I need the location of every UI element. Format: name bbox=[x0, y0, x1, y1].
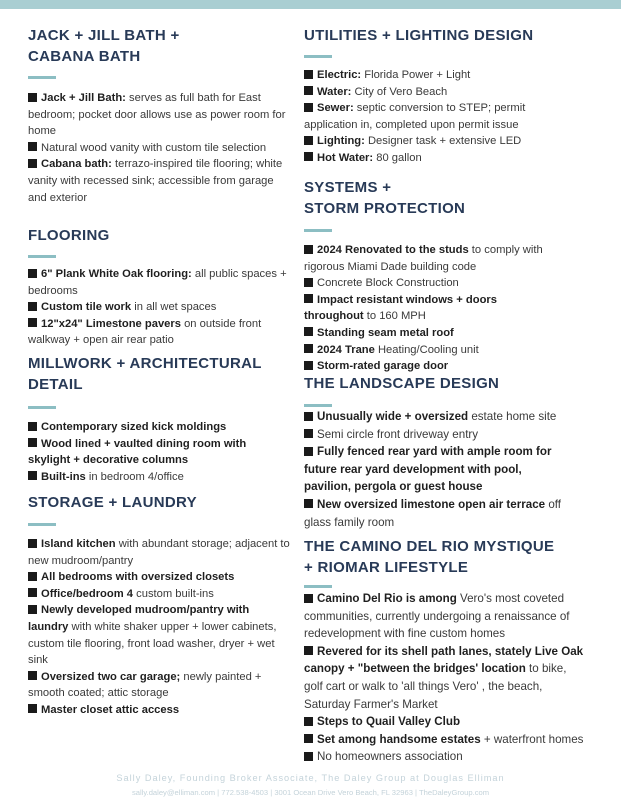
list-item bbox=[28, 436, 290, 469]
square-bullet-icon bbox=[28, 471, 37, 480]
item-text: Florida Power + Light bbox=[361, 69, 471, 81]
item-text: on outside front walkway + open air rear patio bbox=[28, 317, 262, 347]
section-heading-millwork: MILLWORK + ARCHITECTURAL DETAIL bbox=[28, 355, 262, 393]
list-item bbox=[28, 536, 290, 569]
list-item bbox=[28, 299, 290, 316]
square-bullet-icon bbox=[304, 294, 313, 303]
list-storage bbox=[28, 536, 290, 719]
item-bold-text: Set among handsome estates bbox=[317, 732, 481, 746]
item-text: in all wet spaces bbox=[131, 301, 217, 314]
item-text: to comply with rigorous Miami Dade building code bbox=[304, 244, 543, 273]
item-bold-text: Custom tile work bbox=[41, 301, 132, 314]
heading-underline bbox=[28, 76, 56, 79]
list-item bbox=[28, 669, 290, 702]
list-item bbox=[304, 275, 554, 292]
square-bullet-icon bbox=[28, 159, 37, 168]
item-text: off glass family room bbox=[304, 497, 562, 529]
section-heading-flooring: FLOORING bbox=[28, 227, 110, 244]
list-item bbox=[304, 292, 554, 325]
square-bullet-icon bbox=[28, 671, 37, 680]
item-text: terrazo-inspired tile flooring; white vanity with recessed sink; accessible from garage and exterior bbox=[28, 158, 283, 204]
square-bullet-icon bbox=[28, 539, 37, 548]
square-bullet-icon bbox=[304, 734, 313, 743]
list-flooring bbox=[28, 266, 290, 349]
item-text: estate home site bbox=[468, 410, 557, 423]
square-bullet-icon bbox=[28, 605, 37, 614]
list-item bbox=[304, 342, 554, 359]
list-item bbox=[28, 90, 290, 140]
item-text: Vero's most coveted communities, currently undergoing a renaissance of redevelopment with fine custom homes bbox=[304, 592, 570, 641]
square-bullet-icon bbox=[28, 302, 37, 311]
item-bold-text: Revered for its shell path lanes, stately Live Oak canopy + "between the bridges' location bbox=[304, 644, 584, 676]
section-heading-landscape: THE LANDSCAPE DESIGN bbox=[304, 375, 500, 392]
item-bold-text: Oversized two car garage; bbox=[41, 670, 181, 683]
heading-underline bbox=[28, 255, 56, 258]
item-text: 80 gallon bbox=[373, 151, 422, 164]
heading-underline bbox=[28, 406, 56, 409]
heading-underline bbox=[304, 55, 332, 58]
list-systems bbox=[304, 242, 554, 375]
list-millwork bbox=[28, 419, 290, 485]
list-item bbox=[304, 67, 554, 84]
list-item bbox=[304, 731, 586, 749]
list-item bbox=[304, 590, 586, 643]
square-bullet-icon bbox=[304, 361, 313, 370]
item-bold-text: 2024 Renovated to the studs bbox=[317, 244, 469, 256]
item-bold-text: New oversized limestone open air terrace bbox=[317, 497, 546, 511]
item-bold-text: Camino Del Rio is among bbox=[317, 592, 457, 605]
section-heading-utilities: UTILITIES + LIGHTING DESIGN bbox=[304, 27, 534, 44]
square-bullet-icon bbox=[304, 344, 313, 353]
square-bullet-icon bbox=[304, 429, 313, 438]
item-bold-text: Wood lined + vaulted dining room with skylight + decorative columns bbox=[28, 437, 247, 467]
square-bullet-icon bbox=[304, 136, 313, 145]
list-item bbox=[304, 408, 566, 426]
item-text: serves as full bath for East bedroom; pocket door allows use as power room for home bbox=[28, 92, 286, 138]
item-bold-text: Sewer: bbox=[317, 102, 354, 115]
top-accent-bar bbox=[0, 0, 621, 9]
section-heading-storage: STORAGE + LAUNDRY bbox=[28, 494, 197, 511]
item-text: + waterfront homes bbox=[480, 732, 584, 746]
item-bold-text: Impact resistant windows + doors throughout bbox=[304, 293, 497, 323]
list-utilities bbox=[304, 67, 554, 167]
section-heading-systems: SYSTEMS + STORM PROTECTION bbox=[304, 179, 466, 217]
list-item bbox=[304, 426, 566, 444]
list-item bbox=[304, 443, 566, 496]
item-text: Designer task + extensive LED bbox=[364, 135, 522, 148]
item-text: newly painted + smooth coated; attic storage bbox=[28, 670, 262, 700]
heading-underline bbox=[28, 523, 56, 526]
item-text: No homeowners association bbox=[317, 750, 463, 764]
square-bullet-icon bbox=[304, 717, 313, 726]
square-bullet-icon bbox=[304, 103, 313, 112]
item-bold-text: Office/bedroom 4 bbox=[41, 587, 134, 600]
list-item bbox=[28, 602, 290, 668]
heading-underline bbox=[304, 229, 332, 232]
heading-underline bbox=[304, 404, 332, 407]
list-item bbox=[28, 569, 290, 586]
square-bullet-icon bbox=[28, 93, 37, 102]
list-item bbox=[304, 133, 554, 150]
item-bold-text: Jack + Jill Bath: bbox=[41, 92, 126, 104]
item-bold-text: Standing seam metal roof bbox=[317, 326, 454, 339]
item-bold-text: Built-ins bbox=[41, 470, 86, 483]
item-text: with abundant storage; adjacent to new mudroom/pantry bbox=[28, 538, 290, 567]
square-bullet-icon bbox=[304, 594, 313, 603]
list-item bbox=[304, 84, 554, 101]
list-item bbox=[304, 150, 554, 167]
item-bold-text: 2024 Trane bbox=[317, 343, 375, 356]
section-heading-camino: THE CAMINO DEL RIO MYSTIQUE + RIOMAR LIFESTYLE bbox=[304, 538, 555, 576]
item-bold-text: Water: bbox=[317, 85, 352, 98]
list-item bbox=[304, 325, 554, 342]
list-item bbox=[304, 713, 586, 731]
footer-agent-line: Sally Daley, Founding Broker Associate, The Daley Group at Douglas Elliman bbox=[116, 773, 505, 783]
square-bullet-icon bbox=[28, 704, 37, 713]
square-bullet-icon bbox=[304, 412, 313, 421]
item-bold-text: Storm-rated garage door bbox=[317, 360, 449, 373]
square-bullet-icon bbox=[304, 70, 313, 79]
item-text: septic conversion to STEP; permit application in, completed upon permit issue bbox=[304, 102, 526, 131]
item-text: custom built-ins bbox=[133, 587, 214, 600]
list-item bbox=[28, 419, 290, 436]
heading-underline bbox=[304, 585, 332, 588]
section-heading-jack-jill: JACK + JILL BATH + CABANA BATH bbox=[28, 27, 180, 65]
list-landscape bbox=[304, 408, 566, 531]
list-item bbox=[28, 469, 290, 486]
item-bold-text: Steps to Quail Valley Club bbox=[317, 715, 461, 729]
item-bold-text: Electric: bbox=[317, 69, 362, 81]
item-bold-text: 6" Plank White Oak flooring: bbox=[41, 268, 192, 280]
item-text: to 160 MPH bbox=[363, 310, 426, 323]
square-bullet-icon bbox=[304, 245, 313, 254]
item-bold-text: Contemporary sized kick moldings bbox=[41, 421, 227, 433]
list-item bbox=[28, 156, 290, 206]
square-bullet-icon bbox=[28, 422, 37, 431]
item-bold-text: Unusually wide + oversized bbox=[317, 410, 469, 423]
item-bold-text: Newly developed mudroom/pantry with laundry bbox=[28, 604, 250, 633]
list-item bbox=[304, 643, 586, 713]
item-bold-text: Hot Water: bbox=[317, 151, 374, 164]
list-item bbox=[304, 100, 554, 133]
list-jack-jill bbox=[28, 90, 290, 206]
item-text: Concrete Block Construction bbox=[317, 277, 459, 290]
item-bold-text: Cabana bath: bbox=[41, 158, 112, 171]
square-bullet-icon bbox=[28, 269, 37, 278]
square-bullet-icon bbox=[28, 572, 37, 581]
item-text: Heating/Cooling unit bbox=[374, 343, 479, 356]
square-bullet-icon bbox=[28, 318, 37, 327]
square-bullet-icon bbox=[304, 752, 313, 761]
square-bullet-icon bbox=[28, 142, 37, 151]
item-text: Semi circle front driveway entry bbox=[317, 427, 479, 441]
item-bold-text: 12"x24" Limestone pavers bbox=[41, 317, 181, 330]
item-bold-text: Lighting: bbox=[317, 135, 365, 148]
item-bold-text: All bedrooms with oversized closets bbox=[41, 571, 235, 584]
list-camino bbox=[304, 590, 586, 766]
item-bold-text: Island kitchen bbox=[41, 538, 116, 550]
square-bullet-icon bbox=[28, 438, 37, 447]
square-bullet-icon bbox=[304, 646, 313, 655]
list-item bbox=[28, 586, 290, 603]
item-text: in bedroom 4/office bbox=[85, 470, 184, 483]
item-text: Natural wood vanity with custom tile selection bbox=[41, 141, 267, 154]
list-item bbox=[28, 266, 290, 299]
item-bold-text: Master closet attic access bbox=[41, 703, 180, 716]
list-item bbox=[28, 316, 290, 349]
square-bullet-icon bbox=[304, 86, 313, 95]
list-item bbox=[28, 140, 290, 157]
list-item bbox=[304, 748, 586, 766]
square-bullet-icon bbox=[28, 588, 37, 597]
item-text: City of Vero Beach bbox=[351, 85, 448, 98]
square-bullet-icon bbox=[304, 499, 313, 508]
item-text: all public spaces + bedrooms bbox=[28, 268, 287, 297]
square-bullet-icon bbox=[304, 278, 313, 287]
square-bullet-icon bbox=[304, 327, 313, 336]
item-text: with white shaker upper + lower cabinets, custom tile flooring, front load washer, dryer + wet sink bbox=[28, 620, 277, 667]
square-bullet-icon bbox=[304, 152, 313, 161]
list-item bbox=[28, 702, 290, 719]
item-bold-text: Fully fenced rear yard with ample room for future rear yard development with pool, pavilion, pergola or guest house bbox=[304, 445, 552, 494]
list-item bbox=[304, 496, 566, 531]
list-item bbox=[304, 242, 554, 275]
footer-contact-line: sally.daley@elliman.com | 772.538-4503 | 3001 Ocean Drive Vero Beach, FL 32963 | TheDaleyGroup.com bbox=[131, 788, 490, 797]
item-text: to bike, golf cart or walk to 'all things Vero' , the beach, Saturday Farmer's Market bbox=[304, 662, 567, 711]
square-bullet-icon bbox=[304, 447, 313, 456]
